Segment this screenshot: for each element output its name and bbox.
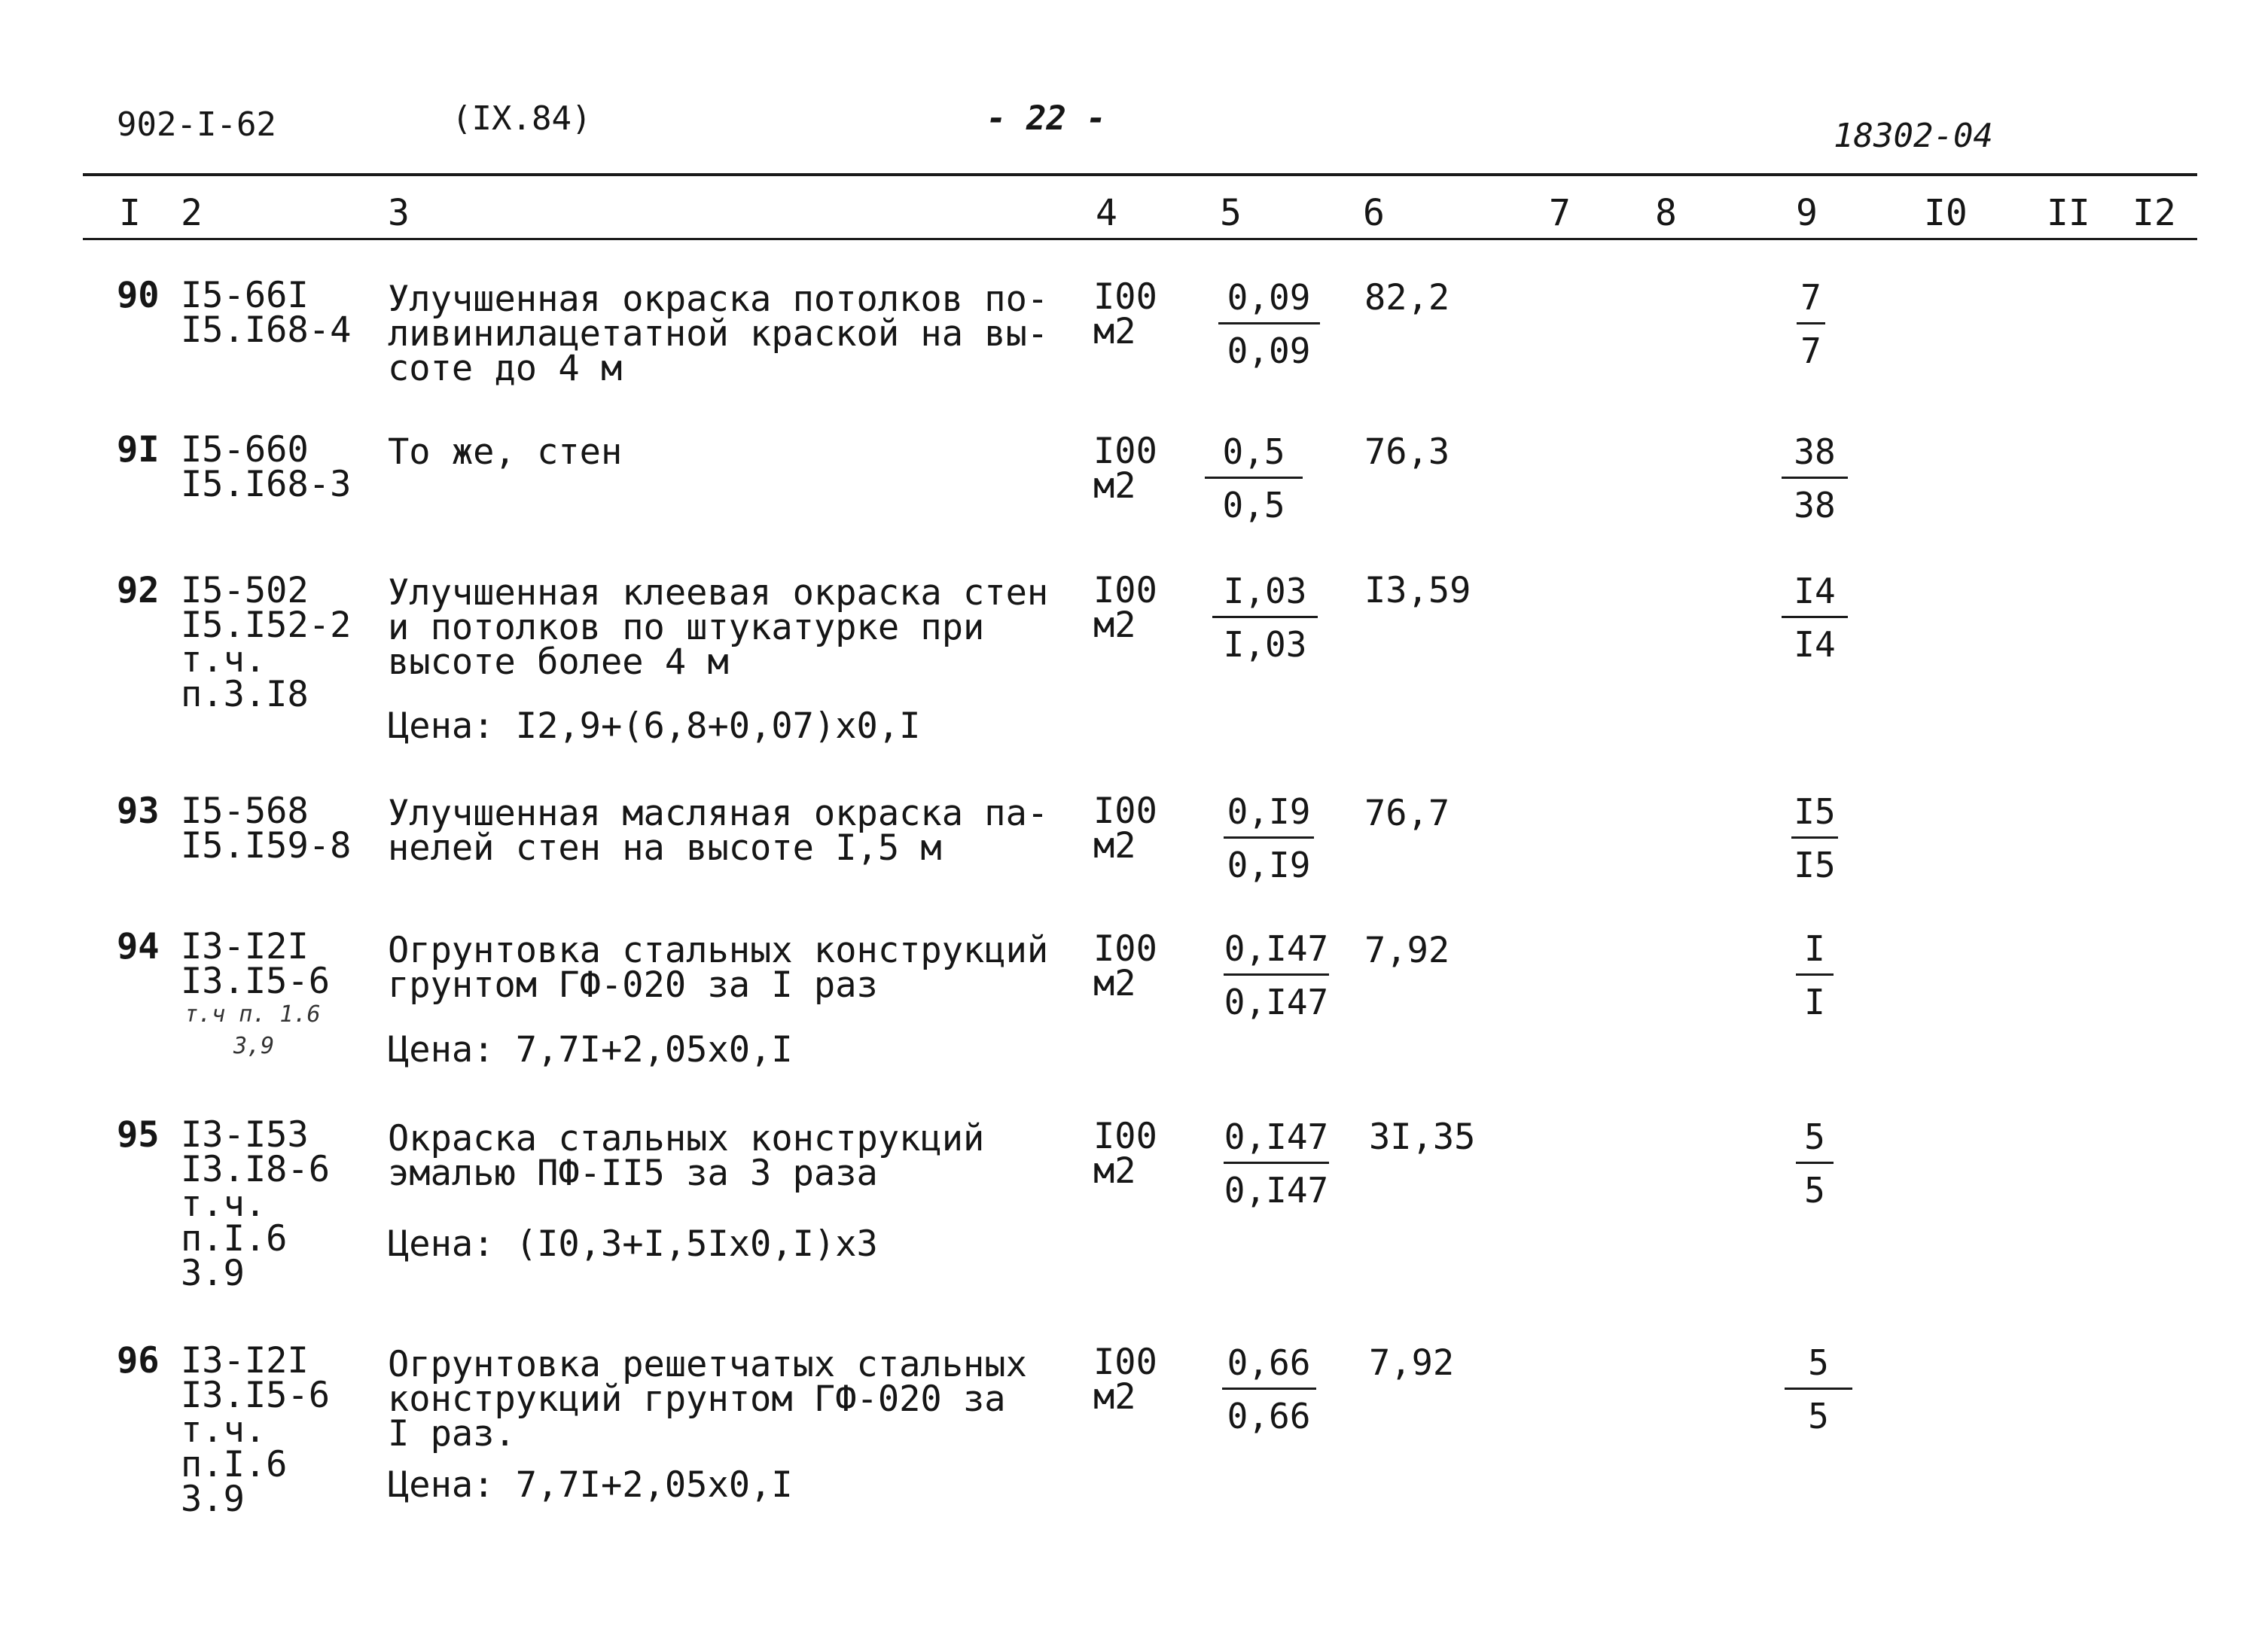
row-description-line: высоте более 4 м [388,641,729,683]
quantity-numerator: 0,I9 [1227,791,1311,832]
row-description-line: Окраска стальных конструкций [388,1118,985,1159]
row-code: I3.I5-6 [181,1375,331,1416]
inventory-number: 18302-04 [1834,117,1993,155]
row-unit: I00 [1093,276,1157,318]
col9-denominator: 7 [1800,331,1821,371]
row-description-line: То же, стен [388,431,623,473]
col9-denominator: I [1804,982,1825,1022]
column-header-7: 7 [1549,192,1571,234]
row-col9-value [1781,930,1849,1021]
quantity-denominator: 0,5 [1222,485,1285,525]
row-price-formula: Цена: (I0,3+I,5Ix0,I)x3 [388,1223,878,1265]
row-code: 3.9 [181,1253,245,1294]
row-description-line: грунтом ГФ-020 за I раз [388,964,878,1006]
row-unit-price: 7,92 [1364,930,1450,971]
row-description-line: Улучшенная окраска потолков по- [388,279,1049,320]
quantity-numerator: 0,I47 [1224,928,1329,969]
row-code: п.I.6 [181,1444,288,1485]
row-unit: м2 [1093,1376,1136,1418]
column-header-9: 9 [1796,192,1818,234]
fraction-bar [1797,322,1825,324]
fraction-bar [1205,477,1303,479]
quantity-denominator: 0,66 [1227,1396,1311,1436]
row-col9-value [1777,279,1845,370]
quantity-denominator: 0,I47 [1224,982,1329,1022]
col9-numerator: I5 [1794,791,1836,832]
row-code: т.ч. [181,1409,267,1451]
row-description-line: конструкций грунтом ГФ-020 за [388,1378,1006,1420]
row-unit-price: 3I,35 [1369,1116,1476,1158]
row-number: 93 [117,791,160,832]
row-unit: м2 [1093,605,1136,646]
row-code: 3.9 [181,1479,245,1520]
row-code: I5-502 [181,570,309,611]
quantity-denominator: I,03 [1223,624,1307,665]
row-col9-value [1777,793,1852,884]
row-number: 9I [117,429,160,471]
row-price-formula: Цена: I2,9+(6,8+0,07)x0,I [388,705,921,747]
fraction-bar [1796,973,1834,976]
row-code: I5.I52-2 [181,605,352,646]
column-header-4: 4 [1096,192,1117,234]
row-quantity [1205,1344,1333,1435]
fraction-bar [1224,836,1314,839]
col9-denominator: I4 [1794,624,1836,665]
row-code: I5.I68-3 [181,464,352,505]
row-description-line: эмалью ПФ-II5 за 3 раза [388,1153,878,1194]
row-quantity [1201,572,1329,663]
page-number: - 22 - [986,99,1106,138]
row-unit-price: I3,59 [1364,570,1471,611]
row-code: I5-568 [181,791,309,832]
fraction-bar [1224,1162,1329,1164]
row-col9-value [1781,1344,1856,1435]
quantity-denominator: 0,I9 [1227,845,1311,885]
row-unit: м2 [1093,465,1136,507]
row-number: 96 [117,1340,160,1381]
row-number: 95 [117,1114,160,1156]
column-header-8: 8 [1655,192,1677,234]
row-price-formula: Цена: 7,7I+2,05x0,I [388,1029,793,1071]
row-unit: I00 [1093,928,1157,970]
col9-denominator: 38 [1794,485,1836,525]
quantity-numerator: 0,I47 [1224,1116,1329,1157]
row-description-line: Огрунтовка стальных конструкций [388,930,1049,971]
row-description-line: нелей стен на высоте I,5 м [388,827,942,869]
row-quantity [1212,1118,1340,1209]
fraction-bar [1224,973,1329,976]
col9-numerator: I4 [1794,571,1836,611]
row-description-line: Улучшенная масляная окраска па- [388,793,1049,834]
row-description-line: соте до 4 м [388,348,623,389]
row-number: 94 [117,926,160,967]
row-code: I3-I53 [181,1114,309,1156]
column-header-12: I2 [2132,192,2176,234]
fraction-bar [1791,836,1838,839]
column-header-2: 2 [181,192,203,234]
row-quantity [1205,793,1333,884]
col9-denominator: 5 [1804,1170,1825,1211]
header-bottom-rule [83,238,2197,240]
handwritten-note: 3,9 [233,1033,275,1059]
row-code: I3-I2I [181,1340,309,1381]
fraction-bar [1222,1388,1316,1390]
row-description-line: Огрунтовка решетчатых стальных [388,1344,1027,1385]
column-header-5: 5 [1220,192,1242,234]
row-code: т.ч. [181,639,267,681]
quantity-numerator: I,03 [1223,571,1307,611]
row-description-line: Улучшенная клеевая окраска стен [388,572,1049,614]
quantity-numerator: 0,5 [1222,431,1285,472]
row-code: I5-660 [181,429,309,471]
row-unit-price: 76,7 [1364,793,1450,834]
doc-code: 902-I-62 [117,105,276,144]
row-code: п.3.I8 [181,674,309,715]
row-code: I3.I8-6 [181,1149,331,1190]
quantity-denominator: 0,I47 [1224,1170,1329,1211]
row-unit: I00 [1093,431,1157,472]
row-unit: м2 [1093,963,1136,1004]
fraction-bar [1796,1162,1834,1164]
row-quantity [1190,433,1318,524]
col9-denominator: 5 [1808,1396,1829,1436]
row-unit-price: 7,92 [1369,1342,1455,1384]
row-description-line: I раз. [388,1413,516,1455]
row-number: 90 [117,275,160,316]
row-unit-price: 76,3 [1364,431,1450,473]
row-code: I3-I2I [181,926,309,967]
column-header-6: 6 [1363,192,1385,234]
column-header-11: II [2047,192,2090,234]
handwritten-note: т.ч п. 1.6 [184,1001,321,1028]
row-unit: I00 [1093,1116,1157,1157]
row-col9-value [1773,572,1856,663]
row-code: т.ч. [181,1183,267,1225]
edition-date: (IX.84) [452,99,592,138]
row-unit: I00 [1093,791,1157,832]
fraction-bar [1218,322,1320,324]
col9-numerator: I [1804,928,1825,969]
col9-numerator: 7 [1800,277,1821,318]
fraction-bar [1785,1388,1852,1390]
row-col9-value [1781,1118,1849,1209]
fraction-bar [1782,616,1848,618]
col9-numerator: 38 [1794,431,1836,472]
row-quantity [1212,930,1340,1021]
row-price-formula: Цена: 7,7I+2,05x0,I [388,1464,793,1506]
row-unit: м2 [1093,1150,1136,1192]
row-col9-value [1773,433,1856,524]
quantity-numerator: 0,09 [1227,277,1311,318]
col9-numerator: 5 [1808,1342,1829,1383]
row-code: I5-66I [181,275,309,316]
row-unit-price: 82,2 [1364,277,1450,318]
fraction-bar [1212,616,1318,618]
row-number: 92 [117,570,160,611]
row-unit: I00 [1093,1342,1157,1383]
header-top-rule [83,173,2197,176]
col9-numerator: 5 [1804,1116,1825,1157]
row-code: I3.I5-6 [181,961,331,1002]
row-code: п.I.6 [181,1218,288,1260]
row-code: I5.I59-8 [181,825,352,867]
row-unit: м2 [1093,825,1136,867]
row-unit: м2 [1093,311,1136,352]
quantity-numerator: 0,66 [1227,1342,1311,1383]
col9-denominator: I5 [1794,845,1836,885]
column-header-3: 3 [388,192,410,234]
row-description-line: и потолков по штукатурке при [388,607,985,648]
row-description-line: ливинилацетатной краской на вы- [388,313,1049,355]
quantity-denominator: 0,09 [1227,331,1311,371]
column-header-10: I0 [1924,192,1968,234]
fraction-bar [1782,477,1848,479]
row-code: I5.I68-4 [181,309,352,351]
row-unit: I00 [1093,570,1157,611]
row-quantity [1205,279,1333,370]
column-header-1: I [119,192,141,234]
